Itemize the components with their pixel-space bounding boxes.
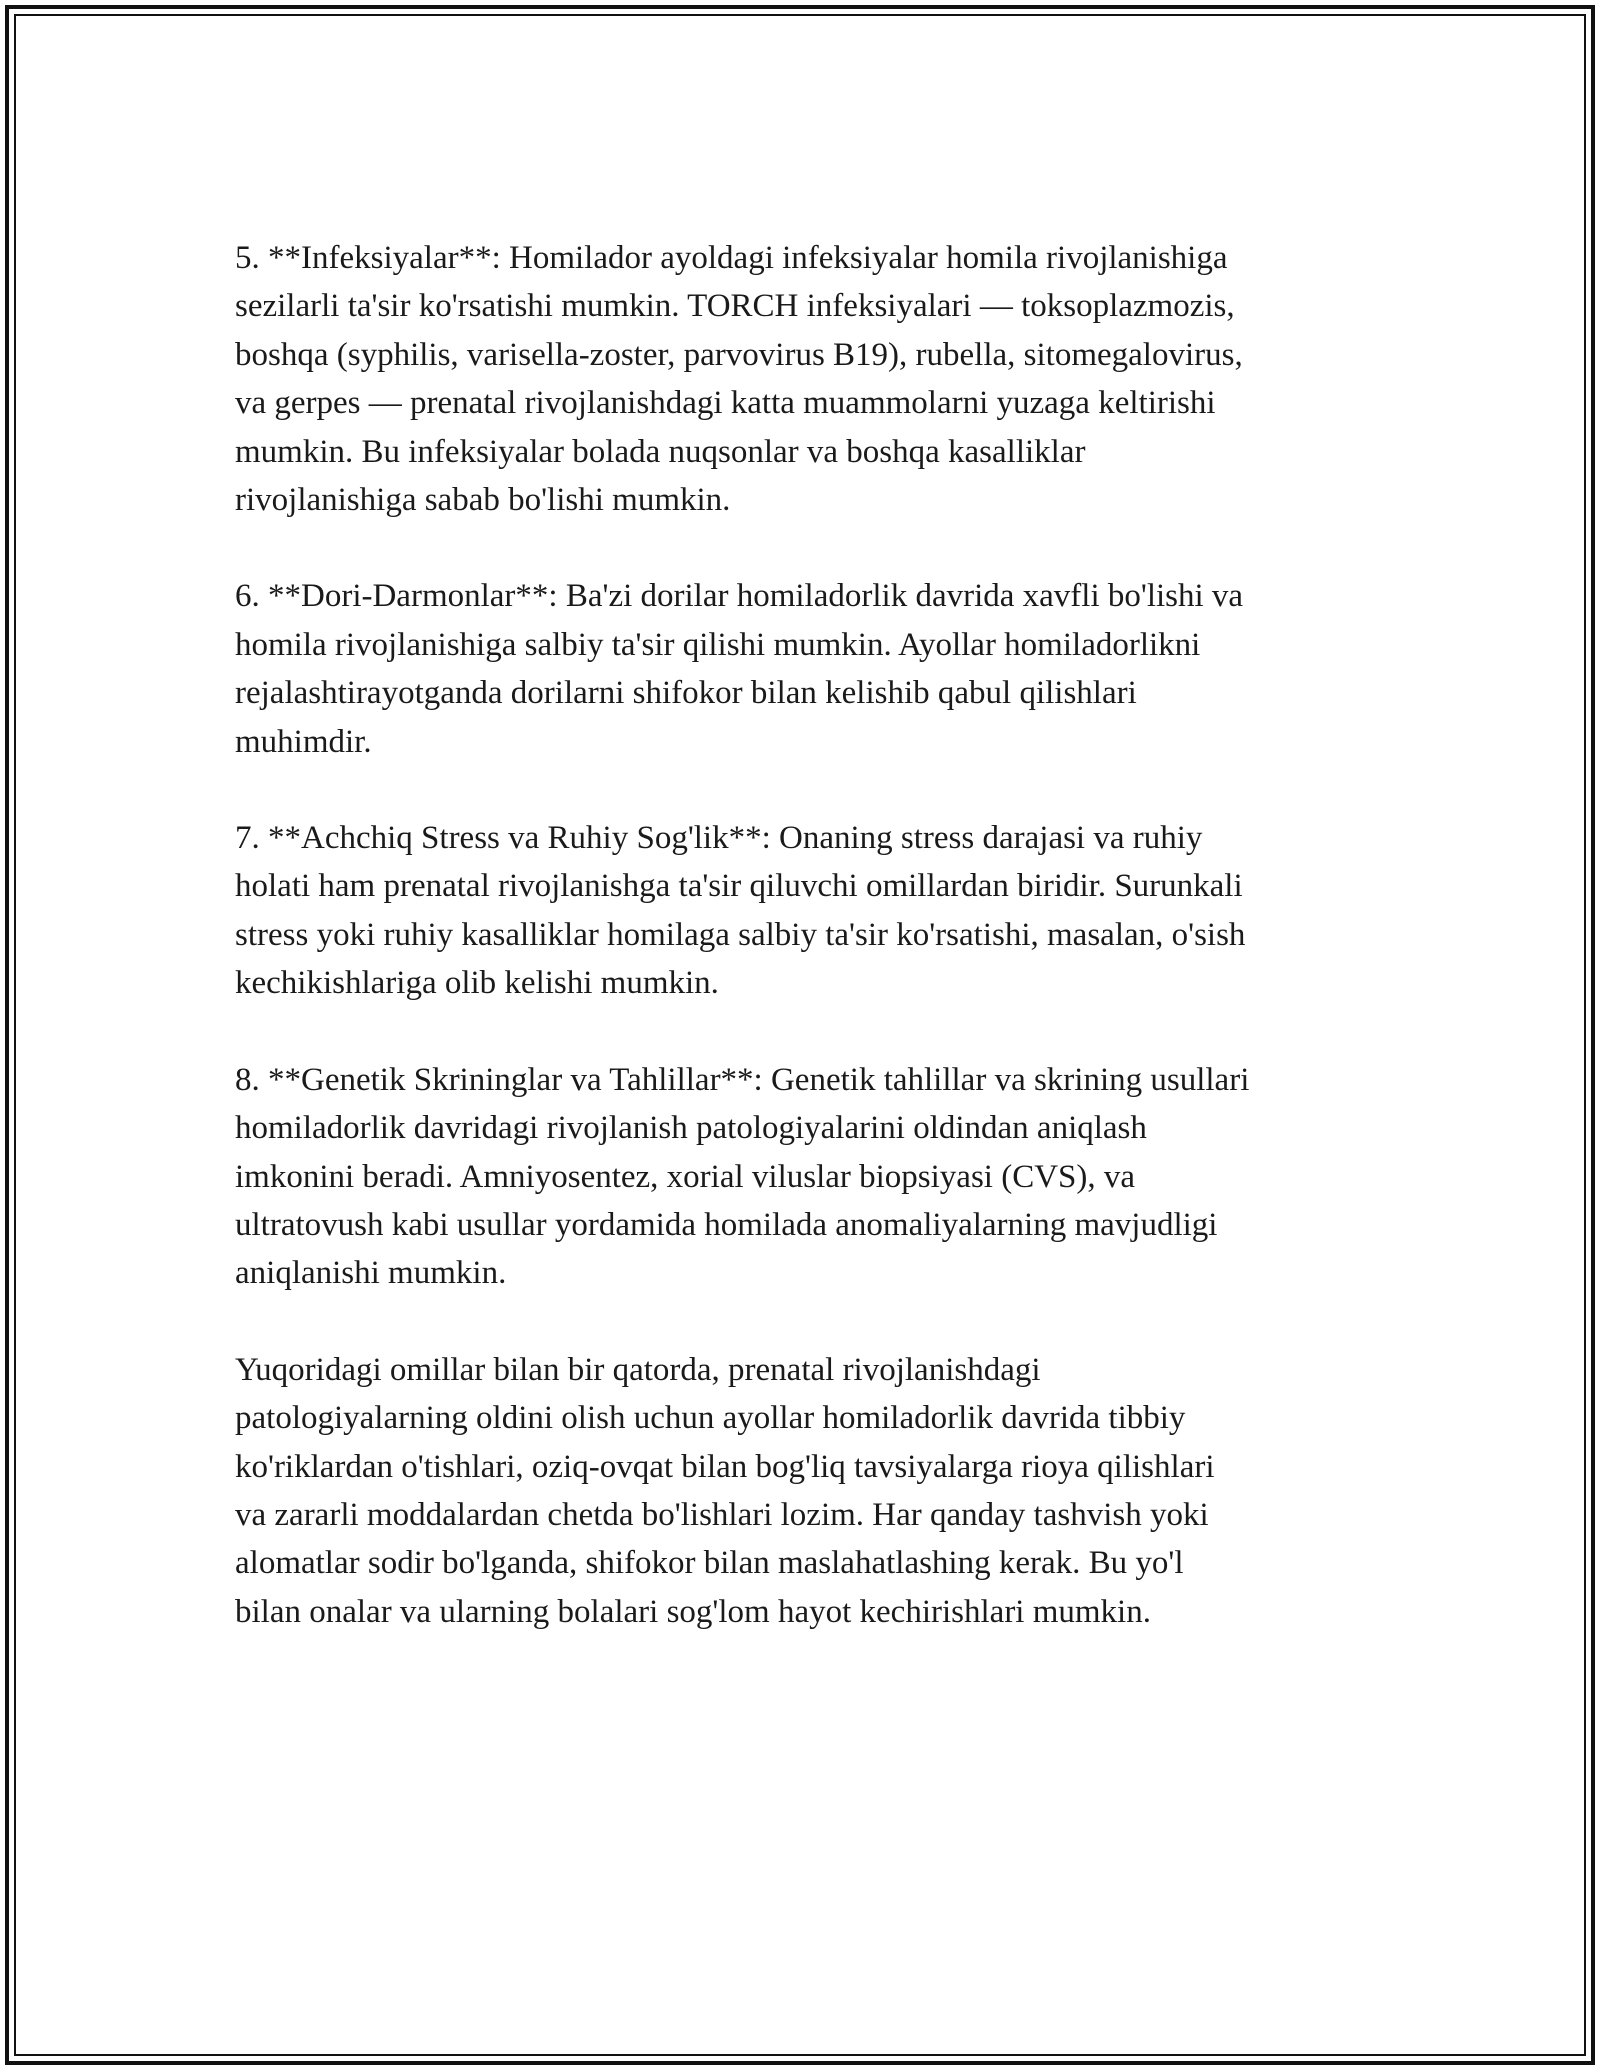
text-line: va gerpes — prenatal rivojlanishdagi katta muammolarni yuzaga keltirishi [235, 385, 1216, 422]
paragraph-genetic-screening [235, 1056, 1375, 1298]
document-body [235, 234, 1375, 1684]
text-line: kechikishlariga olib kelishi mumkin. [235, 965, 719, 1002]
text-line: homila rivojlanishiga salbiy ta'sir qilishi mumkin. Ayollar homiladorlikni [235, 626, 1201, 663]
text-line: imkonini beradi. Amniyosentez, xorial viluslar biopsiyasi (CVS), va [235, 1158, 1136, 1195]
text-line: bilan onalar va ularning bolalari sog'lom hayot kechirishlari mumkin. [235, 1593, 1151, 1630]
text-line: aniqlanishi mumkin. [235, 1255, 507, 1292]
text-line: sezilarli ta'sir ko'rsatishi mumkin. TORCH infeksiyalari — toksoplazmozis, [235, 288, 1235, 325]
paragraph-conclusion [235, 1346, 1375, 1636]
text-line: ko'riklardan o'tishlari, oziq-ovqat bilan bog'liq tavsiyalarga rioya qilishlari [235, 1448, 1215, 1485]
text-line: patologiyalarning oldini olish uchun ayollar homiladorlik davrida tibbiy [235, 1400, 1186, 1437]
paragraph-stress [235, 814, 1375, 1008]
paragraph-infections [235, 234, 1375, 524]
text-line: homiladorlik davridagi rivojlanish patologiyalarini oldindan aniqlash [235, 1110, 1147, 1147]
text-line: alomatlar sodir bo'lganda, shifokor bilan maslahatlashing kerak. Bu yo'l [235, 1545, 1184, 1582]
text-line: va zararli moddalardan chetda bo'lishlari lozim. Har qanday tashvish yoki [235, 1496, 1209, 1533]
text-line: stress yoki ruhiy kasalliklar homilaga salbiy ta'sir ko'rsatishi, masalan, o'sish [235, 916, 1246, 953]
text-line: 5. **Infeksiyalar**: Homilador ayoldagi infeksiyalar homila rivojlanishiga [235, 240, 1228, 276]
text-line: rivojlanishiga sabab bo'lishi mumkin. [235, 482, 731, 519]
paragraph-medications [235, 572, 1375, 766]
text-line: Yuqoridagi omillar bilan bir qatorda, prenatal rivojlanishdagi [235, 1351, 1041, 1388]
text-line: 7. **Achchiq Stress va Ruhiy Sog'lik**: Onaning stress darajasi va ruhiy [235, 820, 1203, 857]
text-line: muhimdir. [235, 723, 372, 760]
text-line: 8. **Genetik Skrininglar va Tahlillar**: Genetik tahlillar va skrining usullari [235, 1061, 1250, 1098]
text-line: boshqa (syphilis, varisella-zoster, parvovirus B19), rubella, sitomegalovirus, [235, 336, 1243, 373]
text-line: holati ham prenatal rivojlanishga ta'sir qiluvchi omillardan biridir. Surunkali [235, 868, 1243, 905]
text-line: 6. **Dori-Darmonlar**: Ba'zi dorilar homiladorlik davrida xavfli bo'lishi va [235, 578, 1244, 615]
text-line: rejalashtirayotganda dorilarni shifokor bilan kelishib qabul qilishlari [235, 675, 1137, 712]
text-line: ultratovush kabi usullar yordamida homilada anomaliyalarning mavjudligi [235, 1206, 1218, 1243]
text-line: mumkin. Bu infeksiyalar bolada nuqsonlar va boshqa kasalliklar [235, 433, 1086, 470]
